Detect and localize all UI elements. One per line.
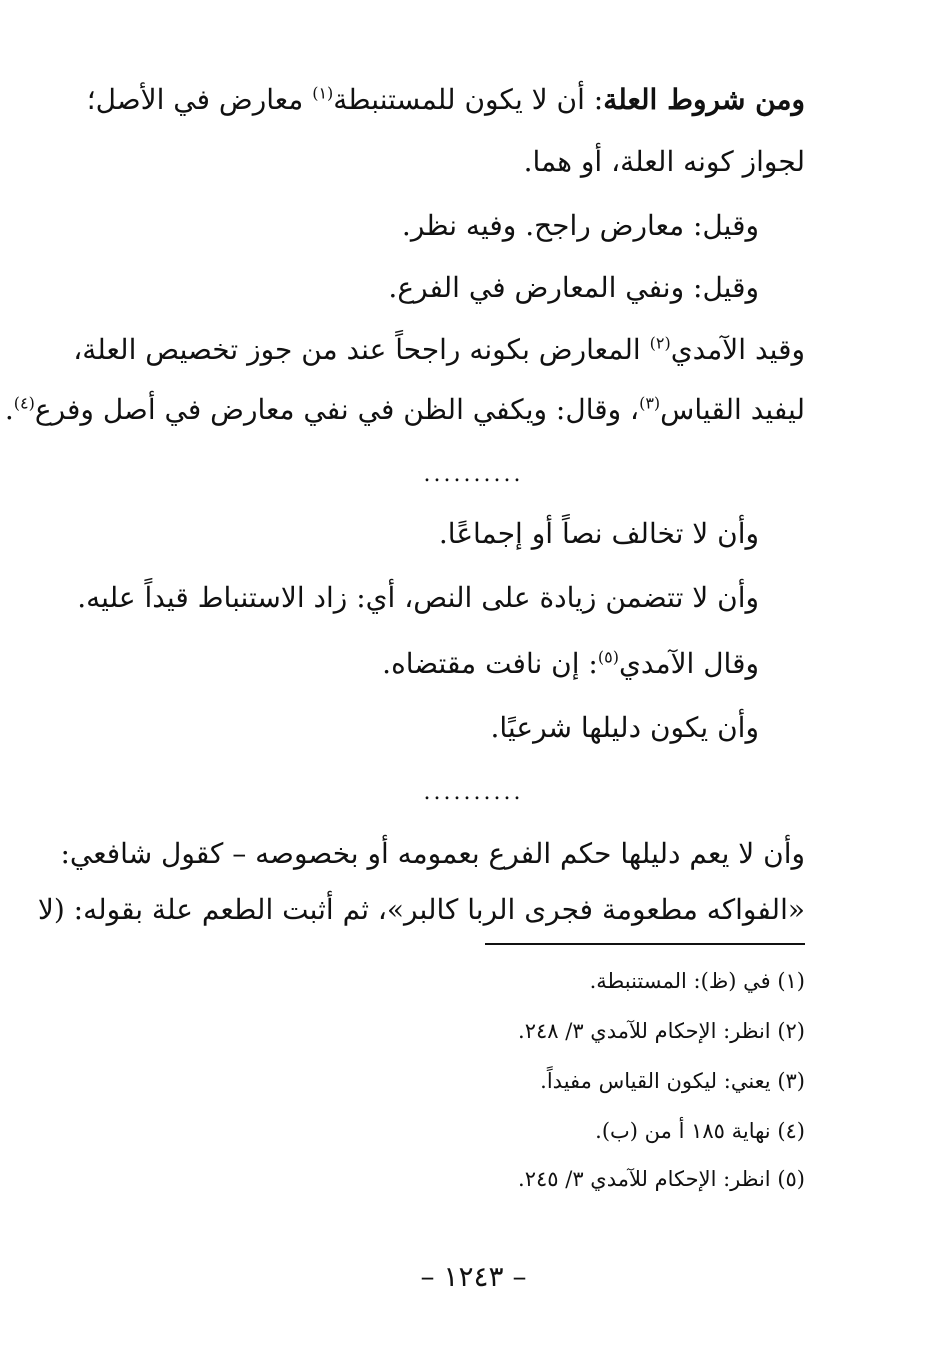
paragraph-qil-2: وقيل: ونفي المعارض في الفرع.: [388, 271, 759, 304]
paragraph-amidi-naft: [135, 644, 759, 684]
footnote-2: (٢) انظر: الإحكام للآمدي ٣/ ٢٤٨.: [518, 1019, 805, 1043]
footnote-3: (٣) يعني: ليكون القياس مفيداً.: [540, 1069, 805, 1093]
paragraph-amidi-line2: [4, 390, 805, 430]
footnote-ref-2: (٢): [649, 333, 671, 353]
text-segment: : إن نافت مقتضاه.: [382, 647, 598, 680]
paragraph-conditions-line1: [86, 80, 805, 120]
text-segment: المعارض بكونه راجحاً عند من جوز تخصيص العلة،: [73, 333, 641, 366]
paragraph-qil-1: وقيل: معارض راجح. وفيه نظر.: [401, 209, 759, 242]
paragraph-dalil: وأن يكون دليلها شرعيًا.: [490, 711, 759, 744]
text-segment: وقيد الآمدي: [670, 333, 805, 366]
paragraph-nass: وأن لا تخالف نصاً أو إجماعًا.: [438, 517, 759, 550]
paragraph-amidi-line1: [73, 330, 805, 370]
text-segment: ليفيد القياس: [660, 393, 805, 426]
text-segment: معارض في الأصل؛: [86, 83, 304, 116]
footnote-divider: [485, 943, 805, 945]
text-segment: ، وقال: ويكفي الظن في نفي معارض في أصل وفرع: [34, 393, 640, 426]
page-number: – ١٢٤٣ –: [420, 1260, 527, 1293]
footnote-4: (٤) نهاية ١٨٥ أ من (ب).: [595, 1119, 805, 1143]
footnote-ref-1: (١): [312, 83, 334, 103]
paragraph-shafii-line1: وأن لا يعم دليلها حكم الفرع بعمومه أو بخصوصه – كقول شافعي:: [60, 837, 805, 870]
footnote-ref-4: (٤): [13, 393, 35, 413]
text-segment: : أن لا يكون للمستنبطة: [333, 83, 604, 116]
paragraph-ziyada: وأن لا تتضمن زيادة على النص، أي: زاد الاستنباط قيداً عليه.: [77, 581, 759, 614]
section-separator-2: ..........: [423, 780, 524, 805]
text-segment: .: [4, 393, 14, 426]
paragraph-conditions-line2: لجواز كونه العلة، أو هما.: [523, 145, 805, 178]
footnote-5: (٥) انظر: الإحكام للآمدي ٣/ ٢٤٥.: [518, 1167, 805, 1191]
text-segment: وقال الآمدي: [618, 647, 759, 680]
heading-conditions: ومن شروط العلة: [603, 83, 805, 116]
footnote-ref-5: (٥): [597, 647, 619, 667]
paragraph-shafii-line2: «الفواكه مطعومة فجرى الربا كالبر»، ثم أثبت الطعم علة بقوله: (لا: [37, 893, 805, 926]
section-separator-1: ..........: [423, 462, 524, 487]
footnote-ref-3: (٣): [639, 393, 661, 413]
footnote-1: (١) في (ظ): المستنبطة.: [589, 969, 805, 993]
